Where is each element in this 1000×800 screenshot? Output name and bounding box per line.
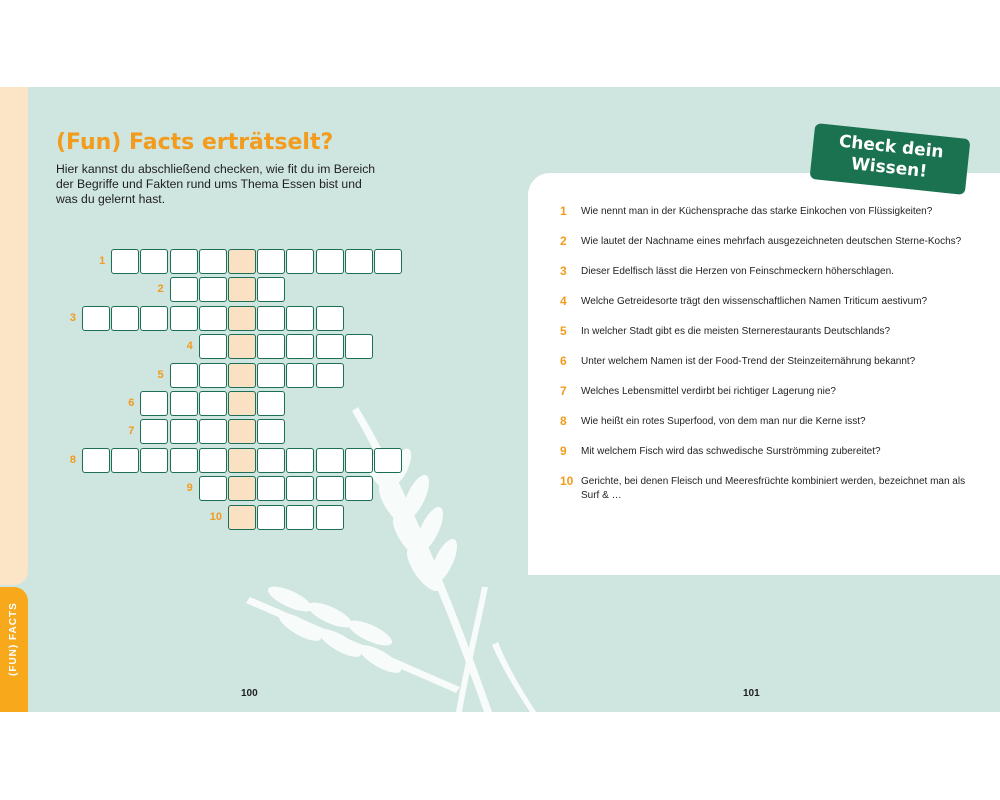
question-text: In welcher Stadt gibt es die meisten Sternerestaurants Deutschlands? xyxy=(581,326,891,337)
question-item xyxy=(560,265,980,279)
question-text: Mit welchem Fisch wird das schwedische Surströmming zubereitet? xyxy=(581,446,881,457)
crossword-row-number: 4 xyxy=(186,340,193,353)
crossword-cell[interactable] xyxy=(316,505,344,530)
crossword-cell[interactable] xyxy=(286,476,314,501)
crossword-cell[interactable] xyxy=(316,476,344,501)
question-number: 7 xyxy=(560,384,567,398)
question-text: Welche Getreidesorte trägt den wissenschaftlichen Namen Triticum aestivum? xyxy=(581,296,928,307)
crossword-cell[interactable] xyxy=(170,277,198,302)
crossword-solution-cell[interactable] xyxy=(228,505,256,530)
question-item xyxy=(560,235,980,249)
crossword-row-number: 1 xyxy=(99,255,106,267)
crossword-row-number: 5 xyxy=(157,368,164,381)
crossword-cell[interactable] xyxy=(82,448,110,473)
crossword-solution-cell[interactable] xyxy=(228,306,256,331)
crossword-cell[interactable] xyxy=(199,334,227,359)
crossword-cell[interactable] xyxy=(257,419,285,444)
question-text: Gerichte, bei denen Fleisch und Meeresfrüchte kombiniert werden, bezeichnet man als Surf & … xyxy=(581,476,966,501)
crossword-cell[interactable] xyxy=(111,306,139,331)
page-number-left: 100 xyxy=(241,688,258,699)
crossword-cell[interactable] xyxy=(170,249,198,274)
crossword-cell[interactable] xyxy=(82,306,110,331)
crossword-cell[interactable] xyxy=(316,334,344,359)
crossword-cell[interactable] xyxy=(286,363,314,388)
crossword-cell[interactable] xyxy=(199,476,227,501)
crossword-cell[interactable] xyxy=(345,249,373,274)
crossword-row-number: 2 xyxy=(157,283,164,296)
crossword-cell[interactable] xyxy=(170,419,198,444)
question-number: 8 xyxy=(560,414,567,428)
question-item xyxy=(560,325,980,339)
crossword-cell[interactable] xyxy=(345,334,373,359)
crossword-cell[interactable] xyxy=(199,391,227,416)
check-badge: Check dein Wissen! xyxy=(810,123,971,195)
crossword-cell[interactable] xyxy=(257,505,285,530)
question-item xyxy=(560,385,980,399)
question-item xyxy=(560,415,980,429)
crossword-cell[interactable] xyxy=(257,334,285,359)
crossword-cell[interactable] xyxy=(111,448,139,473)
crossword-cell[interactable] xyxy=(316,249,344,274)
crossword-cell[interactable] xyxy=(140,391,168,416)
crossword-cell[interactable] xyxy=(374,448,402,473)
crossword-row-number: 7 xyxy=(128,425,135,438)
crossword-solution-cell[interactable] xyxy=(228,249,256,274)
crossword-cell[interactable] xyxy=(199,249,227,274)
crossword-cell[interactable] xyxy=(257,363,285,388)
crossword-cell[interactable] xyxy=(199,306,227,331)
question-number: 3 xyxy=(560,264,567,278)
crossword-cell[interactable] xyxy=(257,391,285,416)
crossword-cell[interactable] xyxy=(286,505,314,530)
question-item xyxy=(560,295,980,309)
crossword-cell[interactable] xyxy=(111,249,139,274)
crossword-cell[interactable] xyxy=(199,419,227,444)
question-number: 1 xyxy=(560,204,567,218)
crossword-cell[interactable] xyxy=(140,448,168,473)
crossword-row-number: 10 xyxy=(209,510,222,523)
intro-text: Hier kannst du abschließend checken, wie fit du im Bereich der Begriffe und Fakten rund ums Thema Essen bist und was du gelernt hast. xyxy=(56,162,376,207)
crossword-cell[interactable] xyxy=(140,306,168,331)
book-spread xyxy=(0,87,1000,712)
question-text: Welches Lebensmittel verdirbt bei richtiger Lagerung nie? xyxy=(581,386,836,397)
crossword-cell[interactable] xyxy=(374,249,402,274)
crossword-cell[interactable] xyxy=(170,306,198,331)
question-number: 4 xyxy=(560,294,567,308)
question-list xyxy=(560,205,980,519)
crossword-cell[interactable] xyxy=(316,363,344,388)
crossword-cell[interactable] xyxy=(199,277,227,302)
question-number: 9 xyxy=(560,444,567,458)
crossword-cell[interactable] xyxy=(257,277,285,302)
crossword-cell[interactable] xyxy=(257,249,285,274)
crossword-cell[interactable] xyxy=(199,363,227,388)
question-text: Dieser Edelfisch lässt die Herzen von Feinschmeckern höherschlagen. xyxy=(581,266,894,277)
question-number: 10 xyxy=(560,474,574,488)
crossword-solution-cell[interactable] xyxy=(228,277,256,302)
crossword-cell[interactable] xyxy=(345,476,373,501)
crossword-cell[interactable] xyxy=(140,419,168,444)
crossword-solution-cell[interactable] xyxy=(228,391,256,416)
question-text: Wie lautet der Nachname eines mehrfach ausgezeichneten deutschen Sterne-Kochs? xyxy=(581,236,962,247)
crossword-cell[interactable] xyxy=(345,448,373,473)
crossword-cell[interactable] xyxy=(199,448,227,473)
crossword-cell[interactable] xyxy=(170,363,198,388)
crossword-solution-cell[interactable] xyxy=(228,419,256,444)
crossword-cell[interactable] xyxy=(286,249,314,274)
crossword-row-number: 6 xyxy=(128,397,135,409)
question-item xyxy=(560,475,980,503)
crossword-cell[interactable] xyxy=(257,448,285,473)
question-text: Wie heißt ein rotes Superfood, von dem man nur die Kerne isst? xyxy=(581,416,866,427)
question-item xyxy=(560,445,980,459)
question-item xyxy=(560,355,980,369)
question-number: 2 xyxy=(560,234,567,248)
question-item xyxy=(560,205,980,219)
crossword-solution-cell[interactable] xyxy=(228,334,256,359)
question-text: Wie nennt man in der Küchensprache das starke Einkochen von Flüssigkeiten? xyxy=(581,206,933,217)
crossword-cell[interactable] xyxy=(170,391,198,416)
crossword-solution-cell[interactable] xyxy=(228,363,256,388)
question-number: 6 xyxy=(560,354,567,368)
crossword-cell[interactable] xyxy=(170,448,198,473)
crossword-row-number: 9 xyxy=(186,482,193,495)
crossword-cell[interactable] xyxy=(286,334,314,359)
crossword-solution-cell[interactable] xyxy=(228,476,256,501)
page-title: (Fun) Facts erträtselt? xyxy=(56,130,334,155)
side-tab-label: (FUN) FACTS xyxy=(8,602,19,676)
crossword-cell[interactable] xyxy=(316,448,344,473)
crossword-cell[interactable] xyxy=(286,448,314,473)
question-number: 5 xyxy=(560,324,567,338)
crossword-cell[interactable] xyxy=(140,249,168,274)
crossword-row-number: 3 xyxy=(69,311,76,324)
crossword-solution-cell[interactable] xyxy=(228,448,256,473)
crossword-cell[interactable] xyxy=(257,476,285,501)
page-number-right: 101 xyxy=(743,688,760,699)
crossword-cell[interactable] xyxy=(316,306,344,331)
crossword-row-number: 8 xyxy=(69,453,76,466)
crossword-cell[interactable] xyxy=(286,306,314,331)
crossword-cell[interactable] xyxy=(257,306,285,331)
question-text: Unter welchem Namen ist der Food-Trend der Steinzeiternährung bekannt? xyxy=(581,356,916,367)
